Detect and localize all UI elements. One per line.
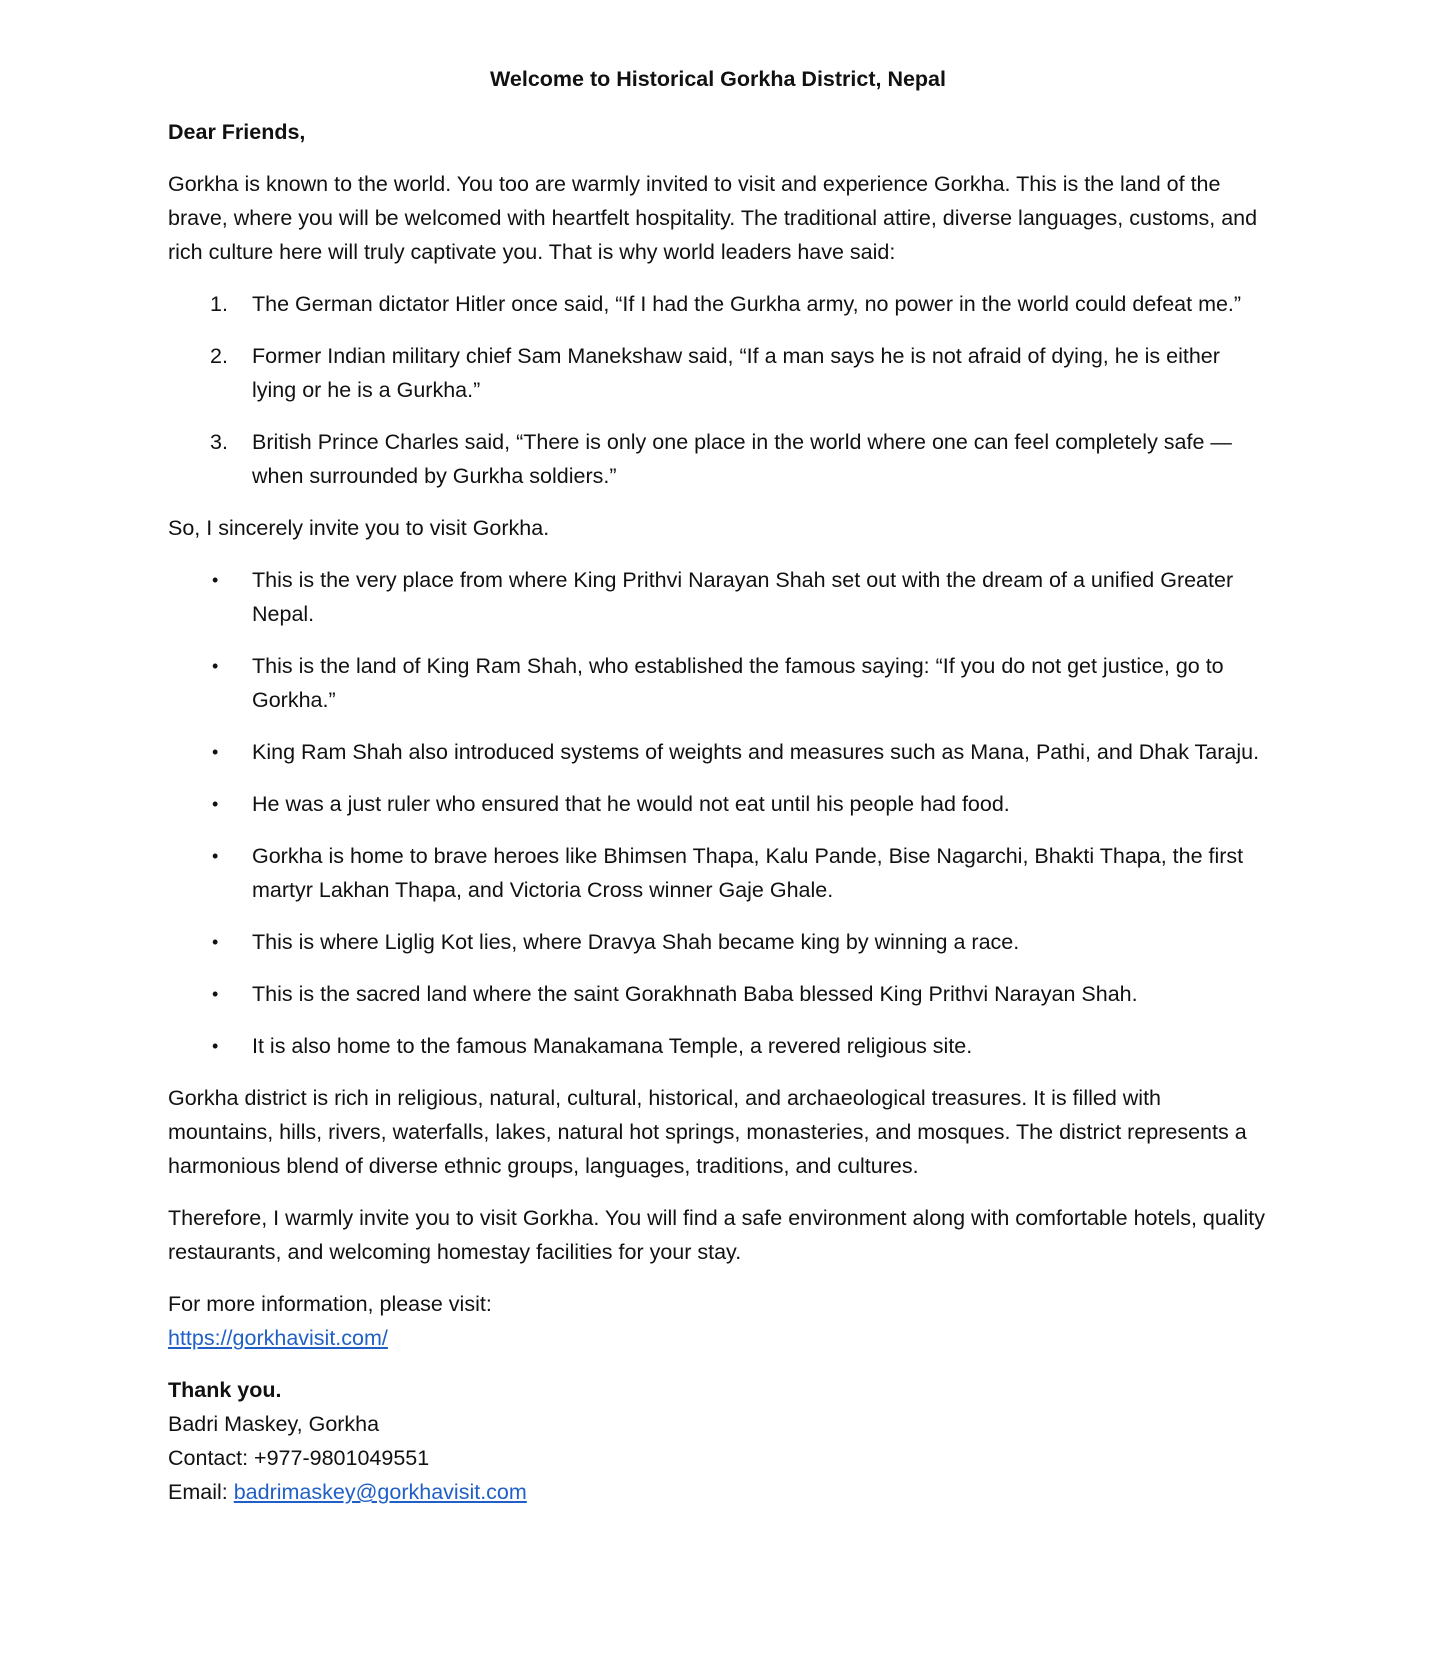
list-number: 1. — [210, 292, 228, 316]
email-link[interactable]: badrimaskey@gorkhavisit.com — [233, 1480, 527, 1504]
list-item — [168, 563, 1268, 631]
bullet-icon: • — [212, 1036, 219, 1056]
list-item — [168, 925, 1268, 959]
list-item-text: This is the sacred land where the saint Gorakhnath Baba blessed King Prithvi Narayan Shah. — [252, 982, 1138, 1006]
bullet-icon: • — [212, 932, 219, 952]
more-info-block — [168, 1287, 1268, 1355]
list-item — [168, 339, 1268, 407]
quotes-list — [168, 287, 1268, 493]
invite-paragraph: So, I sincerely invite you to visit Gorkha. — [168, 516, 550, 540]
signature-block — [168, 1373, 1268, 1509]
list-item-text: Former Indian military chief Sam Manekshaw said, “If a man says he is not afraid of dying, he is either lying or he is a Gurkha.” — [252, 344, 1220, 402]
closing-invite-paragraph: Therefore, I warmly invite you to visit Gorkha. You will find a safe environment along with comfortable hotels, quality restaurants, and welcoming homestay facilities for your stay. — [168, 1206, 1266, 1264]
list-item-text: King Ram Shah also introduced systems of weights and measures such as Mana, Pathi, and Dhak Taraju. — [252, 740, 1260, 764]
document-title: Welcome to Historical Gorkha District, Nepal — [489, 67, 946, 91]
signature-name: Badri Maskey, Gorkha — [168, 1412, 380, 1436]
bullet-icon: • — [212, 656, 219, 676]
bullet-icon: • — [212, 984, 219, 1004]
list-item — [168, 977, 1268, 1011]
list-item-text: He was a just ruler who ensured that he would not eat until his people had food. — [252, 792, 1010, 816]
list-item-text: British Prince Charles said, “There is only one place in the world where one can feel completely safe — when surrounded by Gurkha soldiers.” — [252, 430, 1232, 488]
list-item — [168, 649, 1268, 717]
email-label: Email: — [168, 1480, 234, 1504]
list-number: 2. — [210, 344, 228, 368]
bullet-icon: • — [212, 846, 219, 866]
list-item-text: This is where Liglig Kot lies, where Dravya Shah became king by winning a race. — [252, 930, 1020, 954]
highlights-list — [168, 563, 1268, 1063]
thanks-text: Thank you. — [168, 1378, 282, 1402]
list-item-text: This is the very place from where King Prithvi Narayan Shah set out with the dream of a unified Greater Nepal. — [252, 568, 1234, 626]
list-item-text: Gorkha is home to brave heroes like Bhimsen Thapa, Kalu Pande, Bise Nagarchi, Bhakti Thapa, the first martyr Lakhan Thapa, and Victoria Cross winner Gaje Ghale. — [252, 844, 1244, 902]
list-item-text: This is the land of King Ram Shah, who established the famous saying: “If you do not get justice, go to Gorkha.” — [252, 654, 1224, 712]
list-item-text: It is also home to the famous Manakamana Temple, a revered religious site. — [252, 1034, 973, 1058]
greeting: Dear Friends, — [168, 120, 306, 144]
list-item — [168, 425, 1268, 493]
list-item — [168, 787, 1268, 821]
document-page — [168, 62, 1268, 1509]
bullet-icon: • — [212, 570, 219, 590]
contact-phone: Contact: +977-9801049551 — [168, 1446, 430, 1470]
list-item — [168, 287, 1268, 321]
description-paragraph: Gorkha district is rich in religious, natural, cultural, historical, and archaeological treasures. It is filled with mountains, hills, rivers, waterfalls, lakes, natural hot springs, monasteries, and mosques. The district represents a harmonious blend of diverse ethnic groups, languages, traditions, and cultures. — [168, 1086, 1247, 1178]
website-link[interactable]: https://gorkhavisit.com/ — [168, 1326, 388, 1350]
bullet-icon: • — [212, 794, 219, 814]
contact-email — [168, 1475, 1268, 1509]
bullet-icon: • — [212, 742, 219, 762]
list-item — [168, 1029, 1268, 1063]
list-number: 3. — [210, 430, 228, 454]
list-item — [168, 735, 1268, 769]
list-item-text: The German dictator Hitler once said, “If I had the Gurkha army, no power in the world could defeat me.” — [252, 292, 1242, 316]
intro-paragraph: Gorkha is known to the world. You too are warmly invited to visit and experience Gorkha. This is the land of the brave, where you will be welcomed with heartfelt hospitality. The traditional attire, diverse languages, customs, and rich culture here will truly captivate you. That is why world leaders have said: — [168, 172, 1258, 264]
list-item — [168, 839, 1268, 907]
more-info-label: For more information, please visit: — [168, 1292, 492, 1316]
